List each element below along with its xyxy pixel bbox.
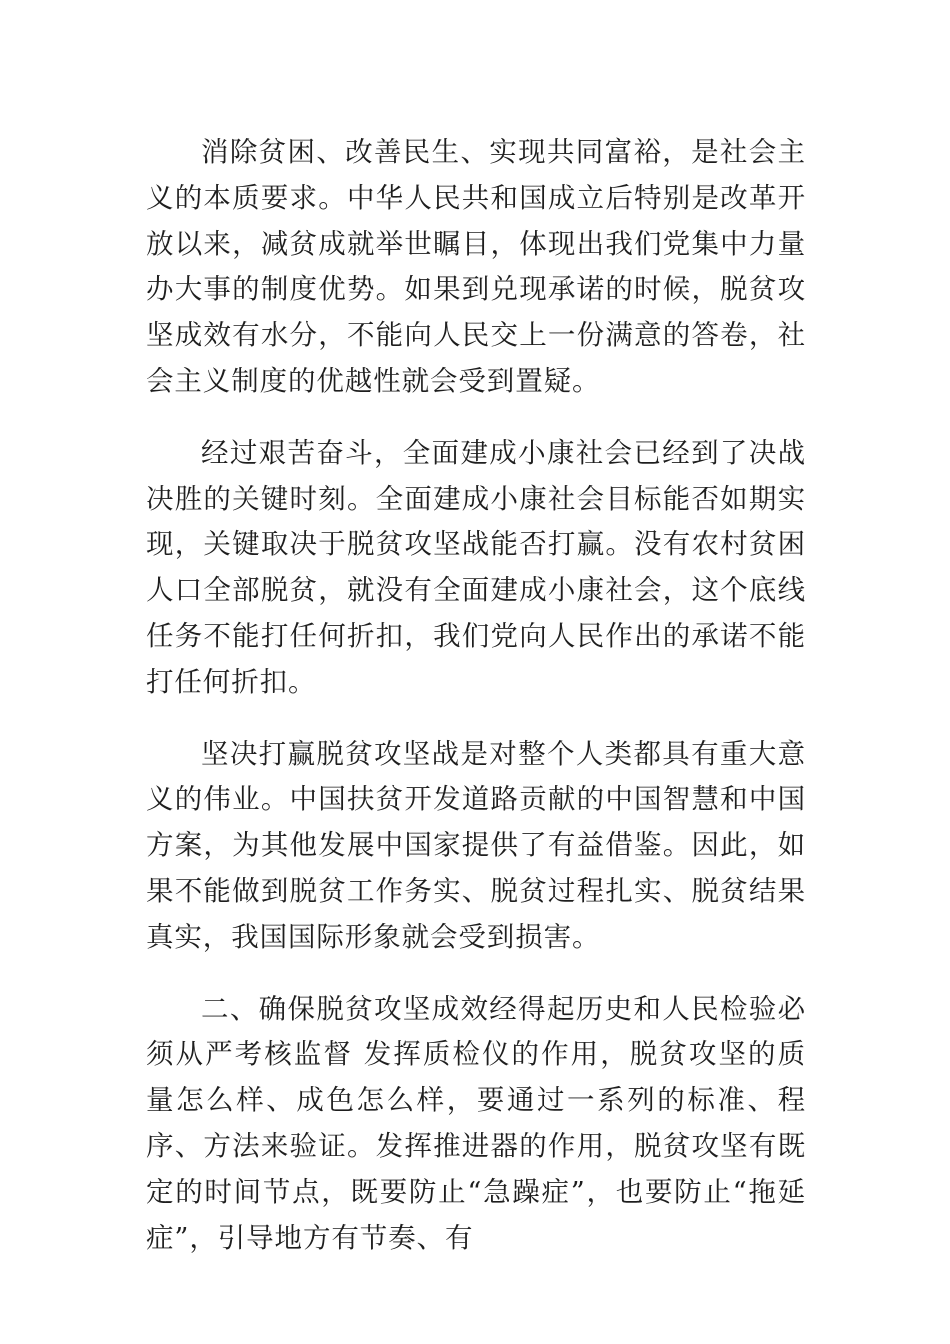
paragraph-3: 坚决打赢脱贫攻坚战是对整个人类都具有重大意义的伟业。中国扶贫开发道路贡献的中国智慧和中国方案，为其他发展中国家提供了有益借鉴。因此，如果不能做到脱贫工作务实、脱贫过程扎实、脱贫结果真实，我国国际形象就会受到损害。 [146, 737, 806, 953]
paragraph-4: 二、确保脱贫攻坚成效经得起历史和人民检验必须从严考核监督 发挥质检仪的作用，脱贫攻坚的质量怎么样、成色怎么样，要通过一系列的标准、程序、方法来验证。发挥推进器的作用，脱贫攻坚有既定的时间节点，既要防止“急躁症”，也要防止“拖延症”，引导地方有节奏、有 [146, 992, 806, 1254]
paragraph-2: 经过艰苦奋斗，全面建成小康社会已经到了决战决胜的关键时刻。全面建成小康社会目标能否如期实现，关键取决于脱贫攻坚战能否打赢。没有农村贫困人口全部脱贫，就没有全面建成小康社会，这个底线任务不能打任何折扣，我们党向人民作出的承诺不能打任何折扣。 [146, 436, 806, 698]
document-body [146, 130, 806, 1261]
paragraph-1: 消除贫困、改善民生、实现共同富裕，是社会主义的本质要求。中华人民共和国成立后特别是改革开放以来，减贫成就举世瞩目，体现出我们党集中力量办大事的制度优势。如果到兑现承诺的时候，脱贫攻坚成效有水分，不能向人民交上一份满意的答卷，社会主义制度的优越性就会受到置疑。 [146, 136, 806, 397]
